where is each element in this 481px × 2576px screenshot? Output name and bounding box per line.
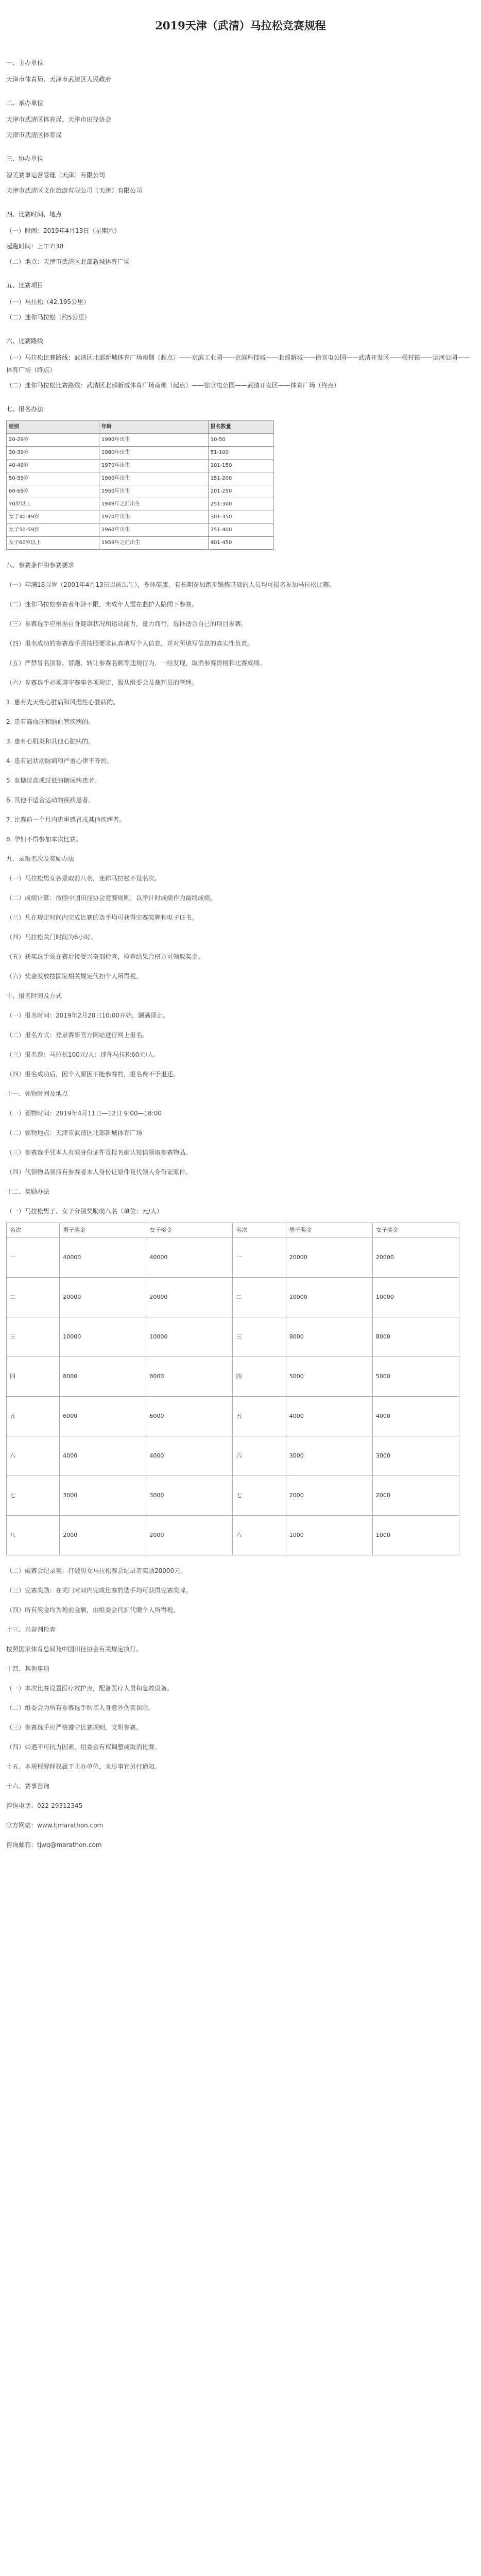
prize-row <box>7 1278 459 1317</box>
section-line: （一）时间：2019年4月13日（星期六） <box>6 227 121 234</box>
prize-row <box>7 1436 459 1476</box>
category-cell: 20-29岁 <box>7 434 99 447</box>
paragraph: （三）报名费：马拉松100元/人；迷你马拉松60元/人。 <box>6 1051 160 1058</box>
paragraph: （四）马拉松关门时间为6小时。 <box>6 934 97 941</box>
prize-cell: 40000 <box>60 1238 146 1278</box>
category-row <box>7 472 274 485</box>
prize-cell: 40000 <box>146 1238 233 1278</box>
prize-header-cell: 女子奖金 <box>146 1223 233 1238</box>
paragraph: 咨询邮箱：tjwq@marathon.com <box>6 1841 102 1849</box>
section-line: 起跑时间：上午7:30 <box>6 243 63 250</box>
section-heading: 六、比赛路线 <box>6 337 44 345</box>
section-line: （一）马拉松比赛路线：武清区北部新城体育广场南侧（起点）——京滨工业园——京滨科技城——北部新城——徐官屯公园——武清开发区——杨村镇——运河公园——体育广场（终点） <box>6 354 470 374</box>
paragraph: 官方网站：www.tjmarathon.com <box>6 1822 104 1829</box>
category-table-body <box>7 434 274 550</box>
paragraph: 2. 患有高血压和脑血管疾病的。 <box>6 718 95 725</box>
category-cell: 101-150 <box>208 460 273 472</box>
requirements-block <box>6 559 475 689</box>
awards-registration-block <box>6 853 475 1198</box>
category-cell: 1950年出生 <box>99 485 208 498</box>
prize-cell: 4000 <box>146 1436 233 1476</box>
paragraph: （三）参赛选手应严格遵守比赛规则，文明参赛。 <box>6 1724 143 1731</box>
prize-cell: 一 <box>7 1238 60 1278</box>
category-cell: 1949年之前出生 <box>99 498 208 511</box>
paragraph: （二）成绩计算：按照中国田径协会竞赛规则，以净计时成绩作为最终成绩。 <box>6 894 217 902</box>
paragraph: 5. 血糖过高或过低的糖尿病患者。 <box>6 777 101 784</box>
prize-cell: 6000 <box>60 1397 146 1436</box>
prize-cell: 四 <box>7 1357 60 1397</box>
prize-cell: 10000 <box>372 1278 459 1317</box>
category-cell: 1990年出生 <box>99 434 208 447</box>
category-table-header <box>7 421 274 434</box>
prize-cell: 五 <box>233 1397 286 1436</box>
prize-header-cell: 男子奖金 <box>286 1223 372 1238</box>
paragraph: 十五、本规程解释权属于主办单位，未尽事宜另行通知。 <box>6 1763 161 1770</box>
paragraph: 八、参赛条件和参赛要求 <box>6 562 75 569</box>
category-cell: 50-59岁 <box>7 472 99 485</box>
prize-cell: 10000 <box>146 1317 233 1357</box>
category-row <box>7 447 274 460</box>
prize-table-header <box>7 1223 459 1238</box>
section-line: 天津市武清区体育局 <box>6 131 62 139</box>
prize-cell: 2000 <box>146 1516 233 1555</box>
category-cell: 女子50-59岁 <box>7 524 99 537</box>
prize-cell: 七 <box>233 1476 286 1516</box>
category-header-cell: 组别 <box>7 421 99 434</box>
paragraph: （二）报名方式：登录赛事官方网站进行网上报名。 <box>6 1031 149 1039</box>
prize-cell: 六 <box>7 1436 60 1476</box>
paragraph: （三）完赛奖励：在关门时间内完成比赛的选手均可获得完赛奖牌。 <box>6 1587 192 1594</box>
category-row <box>7 511 274 524</box>
prize-cell: 20000 <box>146 1278 233 1317</box>
category-header-cell: 年龄 <box>99 421 208 434</box>
prize-cell: 8000 <box>372 1317 459 1357</box>
paragraph: （二）破赛会纪录奖：打破男女马拉松赛会纪录者奖励20000元。 <box>6 1567 187 1574</box>
prize-cell: 1000 <box>286 1516 372 1555</box>
section-line: 智美赛事运营管理（天津）有限公司 <box>6 172 106 179</box>
category-row <box>7 537 274 550</box>
paragraph: （四）代领物品须持有参赛者本人身份证原件及代领人身份证原件。 <box>6 1168 192 1176</box>
prize-cell: 二 <box>233 1278 286 1317</box>
category-cell: 10-50 <box>208 434 273 447</box>
paragraph: （一）年满18周岁（2001年4月13日以前出生），身体健康，有长期参加跑步锻炼基础的人员均可报名参加马拉松比赛。 <box>6 581 335 588</box>
prize-cell: 4000 <box>372 1397 459 1436</box>
prize-cell: 4000 <box>286 1397 372 1436</box>
prize-cell: 六 <box>233 1436 286 1476</box>
paragraph: 九、录取名次及奖励办法 <box>6 855 75 862</box>
prize-header-cell: 男子奖金 <box>60 1223 146 1238</box>
section-line: 天津市武清区文化旅游有限公司（天津）有限公司 <box>6 187 143 194</box>
prize-cell: 五 <box>7 1397 60 1436</box>
prize-cell: 2000 <box>372 1476 459 1516</box>
category-cell: 1959年之前出生 <box>99 537 208 550</box>
category-table <box>6 420 274 550</box>
section-heading: 四、比赛时间、地点 <box>6 211 62 218</box>
paragraph: 3. 患有心肌炎和其他心脏病的。 <box>6 738 95 745</box>
paragraph: 十四、其他事项 <box>6 1665 50 1672</box>
paragraph: 十二、奖励办法 <box>6 1188 50 1195</box>
prize-cell: 10000 <box>286 1278 372 1317</box>
paragraph: 十一、领物时间及地点 <box>6 1090 68 1097</box>
prize-cell: 四 <box>233 1357 286 1397</box>
paragraph: 咨询电话：022-29312345 <box>6 1802 83 1809</box>
prize-cell: 二 <box>7 1278 60 1317</box>
prize-cell: 3000 <box>60 1476 146 1516</box>
paragraph: 6. 其他不适合运动的疾病患者。 <box>6 796 95 804</box>
paragraph: 十、报名时间及方式 <box>6 992 62 999</box>
health-notice-list <box>6 696 475 845</box>
paragraph: （二）领物地点：天津市武清区北部新城体育广场 <box>6 1129 143 1137</box>
section-heading: 一、主办单位 <box>6 59 44 66</box>
sections-block <box>6 208 475 392</box>
category-cell: 151-200 <box>208 472 273 485</box>
paragraph: （一）本次比赛设置医疗救护点，配备医疗人员和急救设备。 <box>6 1685 174 1692</box>
registration-heading: 七、报名办法 <box>6 405 44 413</box>
prize-cell: 3000 <box>286 1436 372 1476</box>
category-row <box>7 498 274 511</box>
prize-cell: 2000 <box>286 1476 372 1516</box>
prize-cell: 20000 <box>286 1238 372 1278</box>
paragraph: 十三、兴奋剂检查 <box>6 1626 56 1633</box>
other-items-block <box>6 1565 475 1851</box>
category-row <box>7 460 274 472</box>
prize-cell: 八 <box>7 1516 60 1555</box>
prize-cell: 1000 <box>372 1516 459 1555</box>
prize-row <box>7 1476 459 1516</box>
prize-cell: 8000 <box>146 1357 233 1397</box>
prize-caption: （一）马拉松男子、女子分别奖励前八名（单位：元/人） <box>6 1208 163 1215</box>
paragraph: 4. 患有冠状动脉病和严重心律不齐的。 <box>6 757 113 765</box>
prize-cell: 八 <box>233 1516 286 1555</box>
paragraph: （一）领物时间：2019年4月11日—12日 9:00—18:00 <box>6 1110 162 1117</box>
category-cell: 1980年出生 <box>99 447 208 460</box>
paragraph: 8. 孕妇不得参加本次比赛。 <box>6 836 82 843</box>
prize-table <box>6 1223 459 1555</box>
paragraph: （三）凡在规定时间内完成比赛的选手均可获得完赛奖牌和电子证书。 <box>6 914 198 921</box>
paragraph: （六）奖金发放按国家相关规定代扣个人所得税。 <box>6 973 143 980</box>
prize-cell: 6000 <box>146 1397 233 1436</box>
category-row <box>7 524 274 537</box>
paragraph: （二）迷你马拉松参赛者年龄不限，未成年人需在监护人陪同下参赛。 <box>6 601 198 608</box>
prize-row <box>7 1357 459 1397</box>
category-cell: 51-100 <box>208 447 273 460</box>
paragraph: （五）获奖选手须在赛后接受兴奋剂检查，检查结果合格方可领取奖金。 <box>6 953 204 960</box>
prize-cell: 8000 <box>60 1357 146 1397</box>
paragraph: 十六、赛事咨询 <box>6 1783 50 1790</box>
prize-cell: 10000 <box>60 1317 146 1357</box>
prize-cell: 8000 <box>286 1317 372 1357</box>
category-cell: 1970年出生 <box>99 511 208 524</box>
category-cell: 1970年出生 <box>99 460 208 472</box>
category-cell: 1960年出生 <box>99 524 208 537</box>
section-line: 天津市体育局、天津市武清区人民政府 <box>6 76 112 83</box>
prize-cell: 一 <box>233 1238 286 1278</box>
category-cell: 30-39岁 <box>7 447 99 460</box>
section-heading: 五、比赛项目 <box>6 282 44 289</box>
paragraph: （三）参赛选手应根据自身健康状况和运动能力，量力而行，选择适合自己的项目参赛。 <box>6 620 248 628</box>
organizers-block <box>6 57 475 197</box>
category-cell: 40-49岁 <box>7 460 99 472</box>
category-cell: 女子60岁以上 <box>7 537 99 550</box>
section-line: （二）迷你马拉松（约5公里） <box>6 314 91 321</box>
category-header-cell: 报名数量 <box>208 421 273 434</box>
paragraph: 按照国家体育总局及中国田径协会有关规定执行。 <box>6 1646 143 1653</box>
paragraph: （一）马拉松男女各录取前八名，迷你马拉松不设名次。 <box>6 875 161 882</box>
paragraph: 1. 患有先天性心脏病和风湿性心脏病的。 <box>6 699 119 706</box>
paragraph: （四）如遇不可抗力因素，组委会有权调整或取消比赛。 <box>6 1743 161 1751</box>
category-cell: 251-300 <box>208 498 273 511</box>
paragraph: （四）所有奖金均为税前金额，由组委会代扣代缴个人所得税。 <box>6 1606 180 1614</box>
section-line: （二）地点：天津市武清区北部新城体育广场 <box>6 258 130 265</box>
category-cell: 401-450 <box>208 537 273 550</box>
document-body <box>6 45 475 1858</box>
prize-row <box>7 1238 459 1278</box>
category-cell: 70岁以上 <box>7 498 99 511</box>
page-title: 2019天津（武清）马拉松竞赛规程 <box>155 19 326 32</box>
prize-cell: 2000 <box>60 1516 146 1555</box>
prize-cell: 5000 <box>372 1357 459 1397</box>
prize-cell: 5000 <box>286 1357 372 1397</box>
paragraph: （一）报名时间：2019年2月20日10:00开始，额满即止。 <box>6 1012 169 1019</box>
section-line: 天津市武清区体育局、天津市田径协会 <box>6 116 112 123</box>
prize-cell: 20000 <box>60 1278 146 1317</box>
category-cell: 1960年出生 <box>99 472 208 485</box>
prize-header-cell: 女子奖金 <box>372 1223 459 1238</box>
section-heading: 三、协办单位 <box>6 155 44 162</box>
section-heading: 二、承办单位 <box>6 99 44 107</box>
section-line: （一）马拉松（42.195公里） <box>6 298 90 306</box>
category-cell: 351-400 <box>208 524 273 537</box>
category-cell: 女子40-49岁 <box>7 511 99 524</box>
prize-header-cell: 名次 <box>7 1223 60 1238</box>
prize-row <box>7 1397 459 1436</box>
prize-header-cell: 名次 <box>233 1223 286 1238</box>
prize-cell: 三 <box>7 1317 60 1357</box>
prize-cell: 三 <box>233 1317 286 1357</box>
category-cell: 201-250 <box>208 485 273 498</box>
paragraph: 7. 比赛前一个月内患重感冒或其他疾病者。 <box>6 816 126 823</box>
category-row <box>7 434 274 447</box>
prize-row <box>7 1317 459 1357</box>
section-line: （二）迷你马拉松比赛路线：武清区北部新城体育广场南侧（起点）——徐官屯公园——武清开发区——体育广场（终点） <box>6 382 340 389</box>
category-cell: 301-350 <box>208 511 273 524</box>
paragraph: （二）组委会为所有参赛选手购买人身意外伤害保险。 <box>6 1704 155 1711</box>
paragraph: （三）参赛选手凭本人有效身份证件及报名确认短信领取参赛物品。 <box>6 1149 192 1156</box>
prize-cell: 七 <box>7 1476 60 1516</box>
prize-row <box>7 1516 459 1555</box>
paragraph: （五）严禁冒名顶替、替跑、转让参赛名额等违规行为，一经发现，取消参赛资格和比赛成绩。 <box>6 659 266 667</box>
prize-cell: 3000 <box>372 1436 459 1476</box>
prize-table-body <box>7 1238 459 1555</box>
prize-cell: 4000 <box>60 1436 146 1476</box>
paragraph: （四）报名成功后，因个人原因不能参赛的，报名费不予退还。 <box>6 1071 180 1078</box>
category-cell: 60-69岁 <box>7 485 99 498</box>
category-row <box>7 485 274 498</box>
paragraph: （六）参赛选手必须遵守赛事各项规定，服从组委会及裁判员的管理。 <box>6 679 198 686</box>
prize-cell: 20000 <box>372 1238 459 1278</box>
paragraph: （四）报名成功的参赛选手须按照要求认真填写个人信息，并对所填写信息的真实性负责。 <box>6 640 254 647</box>
prize-cell: 3000 <box>146 1476 233 1516</box>
